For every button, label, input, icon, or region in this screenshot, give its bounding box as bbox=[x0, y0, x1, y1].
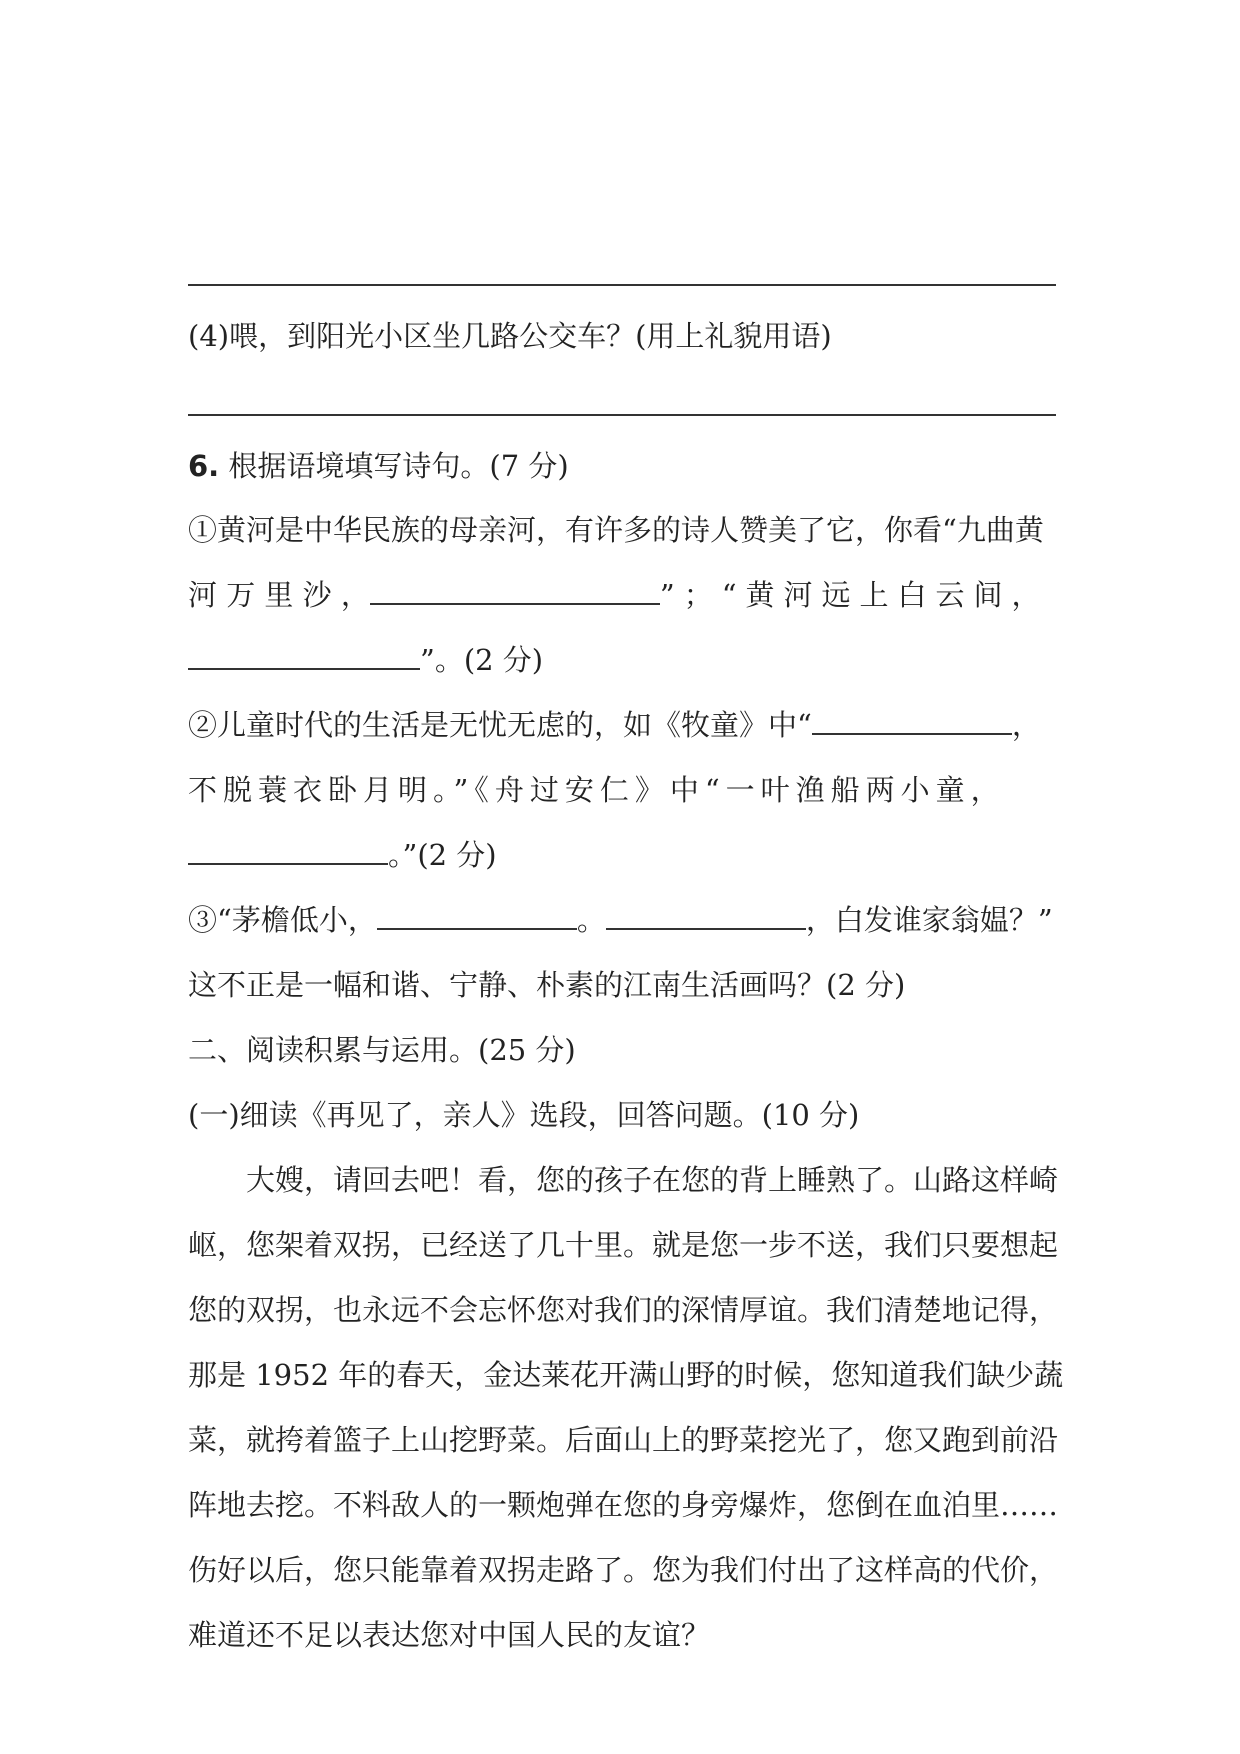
answer-line[interactable] bbox=[188, 414, 1056, 416]
item1-line1: ①黄河是中华民族的母亲河，有许多的诗人赞美了它，你看“九曲黄 bbox=[188, 513, 1044, 547]
item1-text-b: ”；“黄河远上白云间， bbox=[659, 578, 1050, 612]
fill-blank[interactable] bbox=[606, 900, 806, 930]
passage-line: 菜，就挎着篮子上山挖野菜。后面山上的野菜挖光了，您又跑到前沿 bbox=[188, 1423, 1059, 1457]
question-title: 根据语境填写诗句。(7 分) bbox=[228, 449, 569, 483]
question-4: (4)喂，到阳光小区坐几路公交车？(用上礼貌用语) bbox=[188, 319, 832, 353]
item2-text-c: 。”(2 分) bbox=[388, 838, 497, 872]
item3-line2: 这不正是一幅和谐、宁静、朴素的江南生活画吗？(2 分) bbox=[188, 968, 906, 1002]
section-title: 二、阅读积累与运用。(25 分) bbox=[188, 1033, 576, 1067]
item3-text-a: ③“茅檐低小， bbox=[188, 903, 377, 937]
fill-blank[interactable] bbox=[377, 900, 577, 930]
passage-line: 大嫂，请回去吧！看，您的孩子在您的背上睡熟了。山路这样崎 bbox=[246, 1163, 1059, 1197]
passage-line: 那是 1952 年的春天，金达莱花开满山野的时候，您知道我们缺少蔬 bbox=[188, 1358, 1064, 1392]
item2-line3 bbox=[188, 835, 1056, 875]
item3-text-c: ，白发谁家翁媪？” bbox=[805, 903, 1053, 937]
item2-text-a: ②儿童时代的生活是无忧无虑的，如《牧童》中“ bbox=[188, 708, 812, 742]
item3-line1 bbox=[188, 900, 1056, 940]
item2-line1 bbox=[188, 705, 1056, 745]
item1-line3 bbox=[188, 640, 1056, 680]
fill-blank[interactable] bbox=[188, 640, 420, 670]
item3-text-b: 。 bbox=[576, 903, 606, 937]
item2-text-b: ， bbox=[1011, 708, 1041, 742]
passage-line: 伤好以后，您只能靠着双拐走路了。您为我们付出了这样高的代价， bbox=[188, 1553, 1059, 1587]
fill-blank[interactable] bbox=[188, 835, 388, 865]
answer-line[interactable] bbox=[188, 284, 1056, 286]
passage-line: 您的双拐，也永远不会忘怀您对我们的深情厚谊。我们清楚地记得， bbox=[188, 1293, 1059, 1327]
passage-line: 难道还不足以表达您对中国人民的友谊？ bbox=[188, 1618, 711, 1652]
item1-text-c: ”。(2 分) bbox=[420, 643, 544, 677]
passage-line: 阵地去挖。不料敌人的一颗炮弹在您的身旁爆炸，您倒在血泊里…… bbox=[188, 1488, 1059, 1522]
item1-text-a: 河 万 里 沙 ， bbox=[188, 578, 370, 612]
passage-line: 岖，您架着双拐，已经送了几十里。就是您一步不送，我们只要想起 bbox=[188, 1228, 1059, 1262]
section-subtitle: (一)细读《再见了，亲人》选段，回答问题。(10 分) bbox=[188, 1098, 860, 1132]
fill-blank[interactable] bbox=[812, 705, 1012, 735]
item1-line2 bbox=[188, 575, 1056, 615]
item2-line2: 不脱蓑衣卧月明。”《舟过安仁》中“一叶渔船两小童， bbox=[188, 773, 1006, 807]
question-6-heading bbox=[188, 446, 1056, 486]
fill-blank[interactable] bbox=[370, 575, 660, 605]
question-number: 6. bbox=[188, 449, 220, 483]
